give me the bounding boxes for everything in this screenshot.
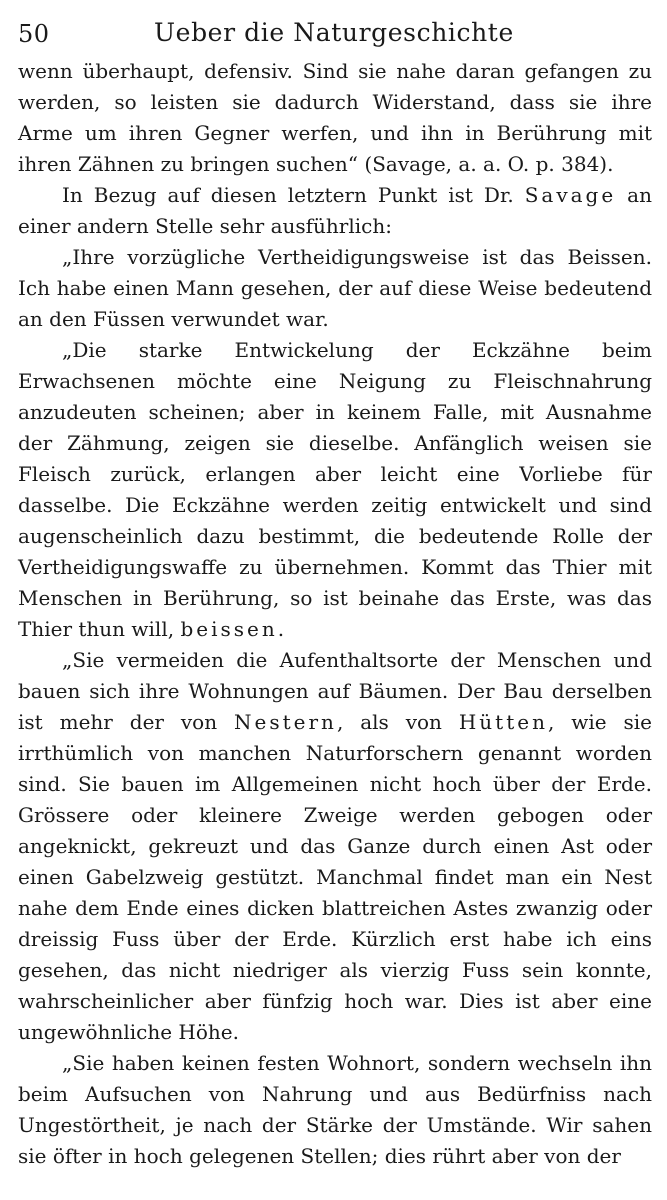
emphasized-word: beissen (180, 617, 278, 641)
running-title: Ueber die Naturgeschichte (154, 18, 514, 47)
emphasized-word: Nestern (234, 710, 337, 734)
paragraph-text: In Bezug auf diesen letztern Punkt ist Dr. (62, 183, 525, 207)
paragraph (18, 56, 652, 180)
paragraph-text: „Ihre vorzügliche Vertheidigungsweise ist das Beissen. Ich habe einen Mann gesehen, der auf diese Weise bedeutend an den Füssen verwundet war. (18, 245, 652, 331)
paragraph-text: wenn überhaupt, defensiv. Sind sie nahe daran gefangen zu werden, so leisten sie dadurch Widerstand, dass sie ihre Arme um ihren Gegner werfen, und ihn in Berührung mit ihren Zähnen zu bringen suchen“ (Savage, a. a. O. p. 384). (18, 59, 652, 176)
emphasized-name: Savage (524, 183, 617, 207)
paragraph (18, 645, 652, 1048)
paragraph-text: . (277, 617, 285, 641)
page-header (18, 14, 652, 54)
paragraph-text: , als von (336, 710, 459, 734)
body-text (18, 56, 652, 1172)
paragraph (18, 1048, 652, 1172)
paragraph-text: „Sie haben keinen festen Wohnort, sondern wechseln ihn beim Aufsuchen von Nahrung und aus Bedürfniss nach Ungestörtheit, je nach der Stärke der Umstände. Wir sahen sie öfter in hoch gelegenen Stellen; dies rührt aber von der (18, 1051, 652, 1168)
emphasized-word: Hütten (458, 710, 548, 734)
paragraph (18, 242, 652, 335)
paragraph-text: , wie sie irrthümlich von manchen Naturforschern genannt worden sind. Sie bauen im Allgemeinen nicht hoch über der Erde. Grössere oder kleinere Zweige werden gebogen oder angeknickt, gekreuzt und das Ganze durch einen Ast oder einen Gabelzweig gestützt. Manchmal findet man ein Nest nahe dem Ende eines dicken blattreichen Astes zwanzig oder dreissig Fuss über der Erde. Kürzlich erst habe ich eins gesehen, das nicht niedriger als vierzig Fuss sein konnte, wahrscheinlicher aber fünfzig hoch war. Dies ist aber eine ungewöhnliche Höhe. (18, 710, 652, 1044)
paragraph-text: „Sie vermeiden die Aufenthaltsorte der Menschen und bauen sich ihre Wohnungen auf Bäumen. Der Bau derselben ist mehr der von (18, 648, 652, 734)
paragraph (18, 335, 652, 645)
book-page (18, 14, 652, 1186)
paragraph-text: an einer andern Stelle sehr ausführlich: (18, 183, 652, 238)
paragraph (18, 180, 652, 242)
paragraph-text: „Die starke Entwickelung der Eckzähne beim Erwachsenen möchte eine Neigung zu Fleischnahrung anzudeuten scheinen; aber in keinem Falle, mit Ausnahme der Zähmung, zeigen sie dieselbe. Anfänglich weisen sie Fleisch zurück, erlangen aber leicht eine Vorliebe für dasselbe. Die Eckzähne werden zeitig entwickelt und sind augenscheinlich dazu bestimmt, die bedeutende Rolle der Vertheidigungswaffe zu übernehmen. Kommt das Thier mit Menschen in Berührung, so ist beinahe das Erste, was das Thier thun will, (18, 338, 652, 641)
page-number: 50 (18, 20, 50, 48)
